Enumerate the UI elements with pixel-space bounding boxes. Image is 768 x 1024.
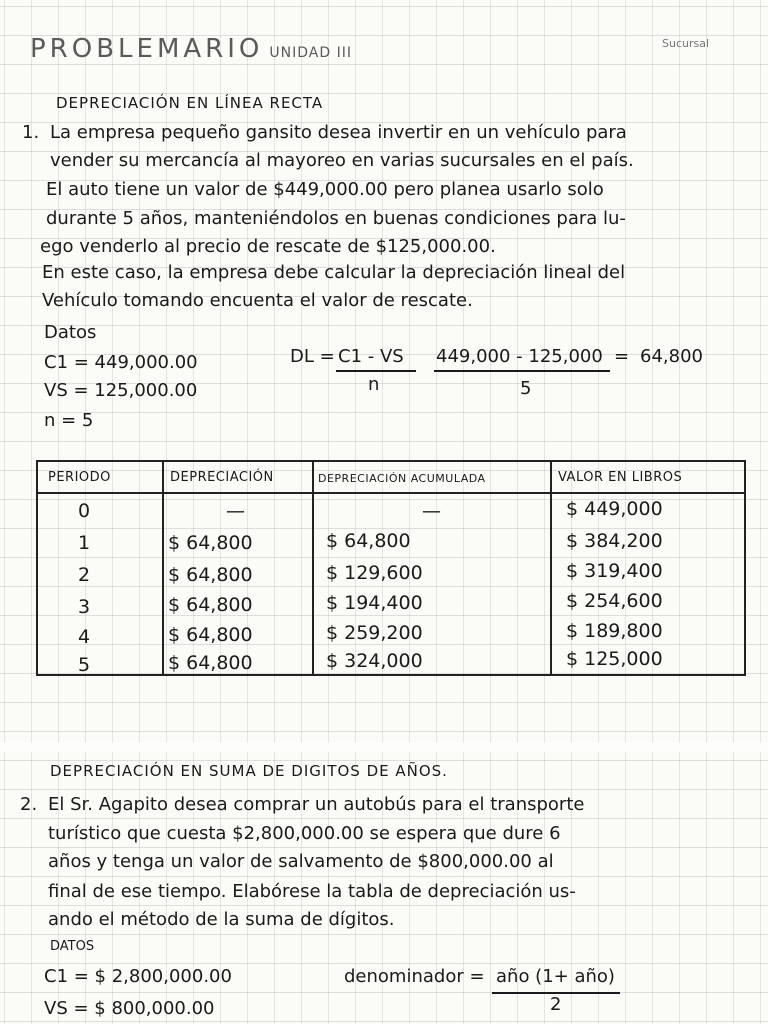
problem2-line: turístico que cuesta $2,800,000.00 se espera que dure 6 [48, 823, 561, 844]
table-cell-libros: $ 319,400 [566, 560, 663, 582]
table-cell-periodo: 2 [78, 564, 91, 586]
datos-label: Datos [44, 322, 97, 343]
table-header: DEPRECIACIÓN [170, 470, 274, 485]
datos-vs: VS = $ 800,000.00 [44, 998, 215, 1019]
problem1-line: El auto tiene un valor de $449,000.00 pero planea usarlo solo [46, 179, 604, 200]
table-cell-periodo: 0 [78, 500, 91, 522]
table-cell-dep: $ 64,800 [168, 652, 253, 674]
table-cell-libros: $ 254,600 [566, 590, 663, 612]
table-cell-acum: $ 194,400 [326, 592, 423, 614]
table-cell-periodo: 5 [78, 654, 91, 676]
problem1-line: ego venderlo al precio de rescate de $125,000.00. [40, 236, 496, 257]
problem2-line: El Sr. Agapito desea comprar un autobús para el transporte [48, 794, 585, 815]
fraction-bar-values [434, 370, 610, 372]
table-cell-periodo: 3 [78, 596, 91, 618]
datos-label: DATOS [50, 939, 95, 954]
unit-label: UNIDAD III [269, 45, 352, 61]
table-cell-libros: $ 189,800 [566, 620, 663, 642]
formula-denominator: n [368, 374, 380, 395]
problem1-line: La empresa pequeño gansito desea invertir en un vehículo para [50, 122, 627, 143]
table-cell-acum: $ 64,800 [326, 530, 411, 552]
fraction-bar [336, 370, 416, 372]
section1-heading: DEPRECIACIÓN EN LÍNEA RECTA [56, 94, 324, 112]
formula-equals: = [614, 346, 630, 367]
table-cell-acum: $ 259,200 [326, 622, 423, 644]
table-header-divider [38, 492, 744, 494]
table-cell-periodo: 4 [78, 626, 91, 648]
datos-c1: C1 = 449,000.00 [44, 352, 198, 373]
corner-note: Sucursal [662, 37, 710, 50]
formula-numerator: C1 - VS [338, 346, 404, 367]
problem2-line: ando el método de la suma de dígitos. [48, 909, 395, 930]
page-title [30, 36, 352, 62]
table-cell-libros: $ 449,000 [566, 498, 663, 520]
table-cell-periodo: 1 [78, 532, 91, 554]
denominador-numerator: año (1+ año) [496, 966, 615, 987]
problem2-line: años y tenga un valor de salvamento de $800,000.00 al [48, 851, 554, 872]
denominador-denominator: 2 [550, 994, 562, 1015]
datos-c1: C1 = $ 2,800,000.00 [44, 966, 232, 987]
problem2-line: final de ese tiempo. Elabórese la tabla de depreciación us- [48, 881, 576, 902]
formula-numerator-values: 449,000 - 125,000 [436, 346, 603, 367]
problem1-number: 1. [22, 122, 40, 143]
section2-heading: DEPRECIACIÓN EN SUMA DE DIGITOS DE AÑOS. [50, 762, 448, 780]
title-text: PROBLEMARIO [30, 34, 264, 64]
table-header: PERIODO [48, 470, 111, 485]
table-cell-acum: — [422, 500, 441, 522]
table-cell-acum: $ 129,600 [326, 562, 423, 584]
formula-result: 64,800 [640, 346, 703, 367]
problem1-line: Vehículo tomando encuenta el valor de rescate. [42, 290, 473, 311]
formula-denominator-values: 5 [520, 378, 532, 399]
problem1-line: vender su mercancía al mayoreo en varias sucursales en el país. [50, 150, 634, 171]
denominador-label: denominador = [344, 966, 485, 987]
problem1-line: durante 5 años, manteniéndolos en buenas condiciones para lu- [46, 208, 626, 229]
page-divider [0, 742, 768, 752]
table-cell-dep: $ 64,800 [168, 624, 253, 646]
table-cell-dep: $ 64,800 [168, 532, 253, 554]
depreciation-table [36, 460, 746, 676]
datos-n: n = 5 [44, 410, 94, 431]
table-cell-acum: $ 324,000 [326, 650, 423, 672]
table-cell-libros: $ 384,200 [566, 530, 663, 552]
problem1-line: En este caso, la empresa debe calcular la depreciación lineal del [42, 262, 626, 283]
table-cell-dep: $ 64,800 [168, 594, 253, 616]
datos-vs: VS = 125,000.00 [44, 380, 198, 401]
table-cell-dep: — [226, 500, 245, 522]
formula-lhs: DL = [290, 346, 335, 367]
table-header: DEPRECIACIÓN ACUMULADA [318, 472, 486, 485]
table-cell-libros: $ 125,000 [566, 648, 663, 670]
table-header: VALOR EN LIBROS [558, 470, 683, 485]
problem2-number: 2. [20, 794, 38, 815]
table-cell-dep: $ 64,800 [168, 564, 253, 586]
